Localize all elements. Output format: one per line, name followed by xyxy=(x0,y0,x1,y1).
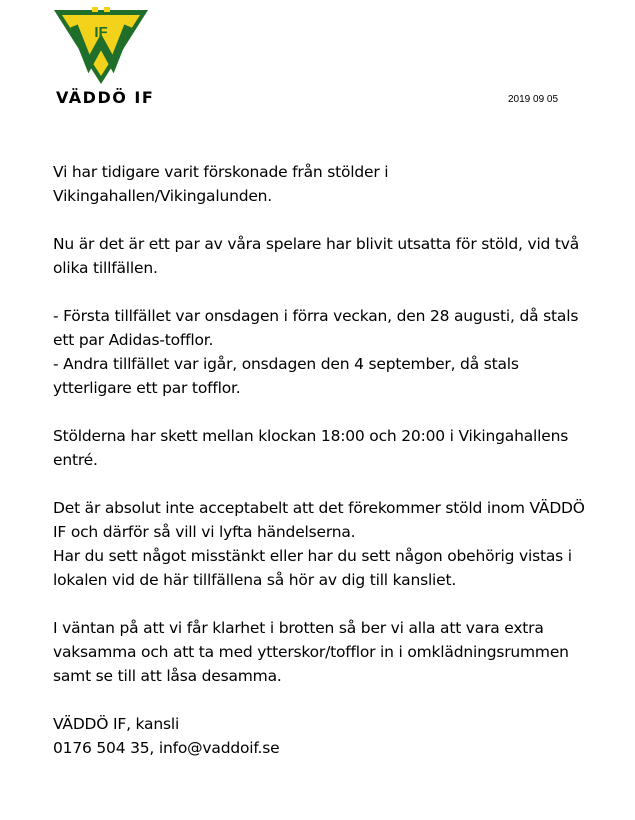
document-date: 2019 09 05 xyxy=(508,94,559,105)
paragraph-6 xyxy=(53,616,593,688)
paragraph-4 xyxy=(53,424,593,472)
paragraph-5 xyxy=(53,496,593,592)
text-line: ett par Adidas-tofflor. xyxy=(53,331,214,349)
signature xyxy=(53,712,593,760)
text-line: IF och därför så vill vi lyfta händelserna. xyxy=(53,523,356,541)
text-line: ytterligare ett par tofflor. xyxy=(53,379,241,397)
text-line: Har du sett något misstänkt eller har du sett någon obehörig vistas i xyxy=(53,547,572,565)
letter-body xyxy=(53,160,593,784)
paragraph-1 xyxy=(53,160,593,208)
text-line: samt se till att låsa desamma. xyxy=(53,667,282,685)
text-line: - Första tillfället var onsdagen i förra veckan, den 28 augusti, då stals xyxy=(53,307,579,325)
club-name: VÄDDÖ IF xyxy=(56,88,155,107)
text-line: I väntan på att vi får klarhet i brotten så ber vi alla att vara extra xyxy=(53,619,544,637)
text-line: olika tillfällen. xyxy=(53,259,158,277)
paragraph-2 xyxy=(53,232,593,280)
club-logo-icon xyxy=(52,4,150,86)
text-line: entré. xyxy=(53,451,98,469)
text-line: vaksamma och att ta med ytterskor/tofflor in i omklädningsrummen xyxy=(53,643,569,661)
signature-contact: 0176 504 35, info@vaddoif.se xyxy=(53,739,280,757)
text-line: Stölderna har skett mellan klockan 18:00 och 20:00 i Vikingahallens xyxy=(53,427,569,445)
text-line: Det är absolut inte acceptabelt att det förekommer stöld inom VÄDDÖ xyxy=(53,499,585,517)
text-line: Vi har tidigare varit förskonade från stölder i xyxy=(53,163,389,181)
text-line: Vikingahallen/Vikingalunden. xyxy=(53,187,273,205)
signature-name: VÄDDÖ IF, kansli xyxy=(53,715,180,733)
paragraph-3 xyxy=(53,304,593,400)
text-line: Nu är det är ett par av våra spelare har blivit utsatta för stöld, vid två xyxy=(53,235,580,253)
logo-if-text: IF xyxy=(94,24,108,41)
text-line: - Andra tillfället var igår, onsdagen den 4 september, då stals xyxy=(53,355,519,373)
text-line: lokalen vid de här tillfällena så hör av dig till kansliet. xyxy=(53,571,457,589)
